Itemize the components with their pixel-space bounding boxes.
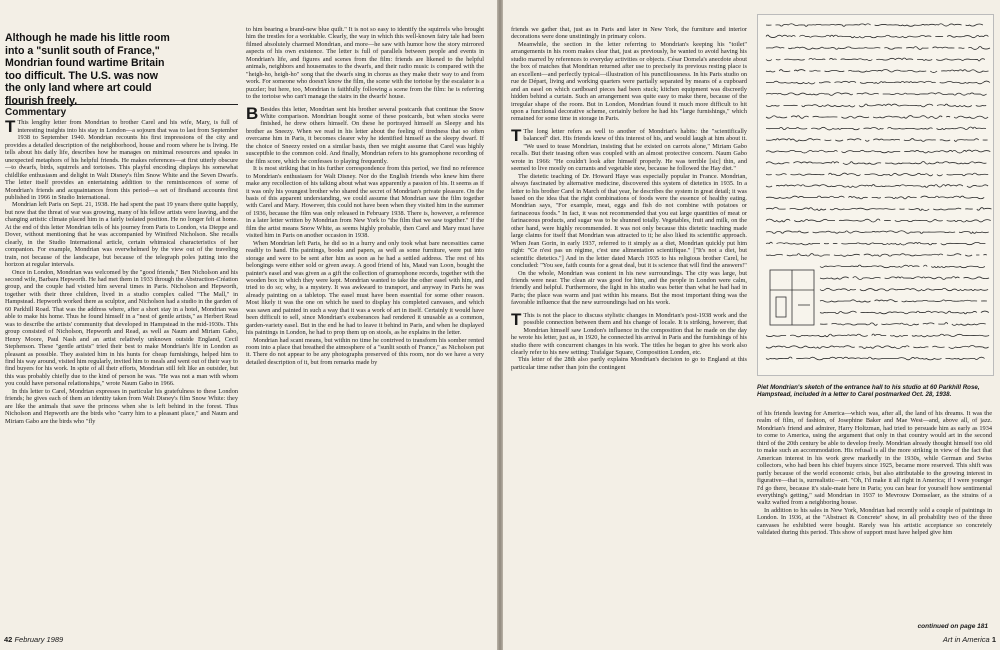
handwriting-line <box>766 242 985 245</box>
handwriting-line <box>766 58 985 61</box>
pull-quote: Although he made his little room into a "sunlit south of France," Mondrian found wartime Britain too difficult. The U.S. was now the only land where art could flourish freely. <box>5 32 170 107</box>
commentary-heading: Commentary <box>5 104 238 116</box>
handwriting-line <box>766 127 986 130</box>
handwriting-line <box>766 24 987 27</box>
handwriting-line <box>766 196 984 199</box>
paragraph: to him bearing a brand-new blue quilt." It is not so easy to identify the squirrels who brought him the trestles for a worktable. Clearly, the way in which this well-known fairy tale had been filmed absolutely charmed Mondrian, and more—he saw with humor how the story mirrored aspects of his own existence. The letter is full of parallels between people and events in Mondrian's life, and figures and scenes from the film: friends are likened to the helpful animals, neighbors and housemates to the dwarfs, and their radio music is compared with the "heigh-ho, heigh-ho" song that the dwarfs sing in chorus as they make their way to and from work. For someone who doesn't know the film, the scene with the tortoise by the escalator is a puzzler; but here, too, Mondrian is faithfully following a scene from the film: he is referring to the tortoise who can't manage the stairs in the dwarfs' house. <box>246 26 484 101</box>
paragraph-text: This is not the place to discuss stylistic changes in Mondrian's post-1938 work and the possible connection between them and his change of locale. It is striking, however, that Mondrian himself saw London's influence in the composition that he made on the day he wrote his letter, just as, in 1920, he connected his arrival in Paris and the furnishings of his studio there with concurrent changes in his work. The titles he began to give his work also clearly refer to his new setting: Trafalgar Square, Composition Londen, etc. <box>511 311 747 357</box>
image-caption: Piet Mondrian's sketch of the entrance hall to his studio at 60 Parkhill Rose, Hampstead, included in a letter to Carel postmarked Oct. 28, 1938. <box>757 384 980 399</box>
page-number: 1 <box>991 635 996 644</box>
handwriting-line <box>766 208 992 211</box>
handwriting-line <box>766 357 985 360</box>
right-column-2 <box>757 410 992 568</box>
handwriting-line <box>766 93 991 96</box>
handwriting-line <box>766 47 990 50</box>
handwriting-line <box>820 288 992 291</box>
paragraph: Once in London, Mondrian was welcomed by the "good friends," Ben Nicholson and his second wife, Barbara Hepworth. He had met them in 1933 through the Abstraction-Création group, and the couple had visited him several times in Paris. Nicholson and Hepworth, together with their three children, lived in a studio complex called "The Mall," in Hampstead. Hepworth worked there as sculptor, and Nicholson had a studio in the garden of 60 Parkhill Road. That was the address where, after a short stay in a hotel, Mondrian was able to make his home. Thus he found himself in a "nest of gentle artists," as Herbert Read was to describe the artists' community that developed in Hampstead in the mid-1930s. This group consisted of Nicholson, Hepworth and Read, as well as Naum and Miriam Gabo, Henry Moore, Paul Nash and an artist relatively unknown outside England, Cecil Stephenson. These "gentle artists" tried their best to make Mondrian's life in London as pleasant as possible. They assisted him in his hunts for cheap furnishings, helped him to find his way around, visited him regularly, invited him to meals and went out of their way to find buyers for his work. In spite of all their efforts, Mondrian still felt like an outsider, but this was probably chiefly due to the kind of person he was. "He was not a man with whom you could have personal relationships," wrote Naum Gabo in 1966. <box>5 268 238 388</box>
drop-cap: T <box>511 125 522 145</box>
handwriting-line <box>820 265 985 268</box>
left-column-2 <box>246 26 484 624</box>
continued-note: continued on page 181 <box>917 623 988 630</box>
handwriting-line <box>820 277 989 280</box>
paragraph: This letter of the 28th also partly explains Mondrian's decision to go to England at this particular time rather than join the contingent <box>511 356 747 371</box>
paragraph: In this letter to Carel, Mondrian expresses in particular his gratefulness to these London friends; he gives each of them an identity taken from Walt Disney's film Snow White: they are like the animals that save the princess when she is left behind in the forest. Thus Nicholson and Hepworth are the birds who "carry him to a pleasant place," and Naum and Miriam Gabo are the birds who "fly <box>5 387 238 425</box>
handwriting-line <box>766 185 988 188</box>
paragraph <box>511 125 747 173</box>
handwriting-line <box>820 323 986 326</box>
handwriting-line <box>766 139 988 142</box>
drop-cap: B <box>246 103 259 123</box>
handwritten-letter-image <box>757 14 994 376</box>
handwriting-line <box>766 231 989 234</box>
handwriting-line <box>766 346 989 349</box>
drop-cap: T <box>511 309 522 329</box>
right-page <box>503 0 1000 650</box>
handwriting-line <box>766 162 990 165</box>
handwriting-line <box>766 173 988 176</box>
left-page <box>0 0 497 650</box>
paragraph: Meanwhile, the section in the letter referring to Mondrian's keeping his "toilet" arrangements in his room makes clear that, just as previously, he wanted to avoid having his studio marred by references to everyday activities or objects. César Domela's anecdote about the box of matches that Mondrian returned after use to precisely its previous resting place is an excellent—and perfectly typical—illustration of his punctiliousness. In his Paris studio on rue de Départ, living and working quarters were partially separated by means of a cupboard and an easel on which cardboard pieces had been stuck; kitchen equipment was discreetly hidden behind a curtain. Such an arrangement was quite easy to make there, because of the irregular shape of the room. But in London, Mondrian found it much more difficult to hit upon a functional decorative scheme, certainly before he had his "large furnishings," which remained for some time in storage in Paris. <box>511 40 747 123</box>
issue-date: February 1989 <box>14 635 64 644</box>
right-column-1 <box>511 26 747 624</box>
left-footer <box>4 635 63 644</box>
handwriting-line <box>820 300 991 303</box>
paragraph: It is most striking that in his further correspondence from this period, we find no reference to Mondrian's enthusiasm for Walt Disney. Nor do the English friends who knew him there make any recollection of his talking about what was apparently a passion of his. It seems as if it was only his youngest brother who shared the secret of Mondrian's private pleasure. On the basis of this apparent understanding, we could assume that Mondrian saw the film together with Carel and Mary. However, this could not have been when they visited him in the summer of 1936, because the film was only released in February 1938. There is, however, a reference in a later letter written by Mondrian from New York to "the film that we saw together." If the film the artist means Snow White, as seems highly probable, then Carel and Mary must have visited him in Paris on another occasion in 1938. <box>246 165 484 240</box>
handwriting-line <box>766 70 989 73</box>
paragraph: The dietetic teaching of Dr. Howard Haye was especially popular in France. Mondrian, always fascinated by alternative medicine, discovered this system of dietetics in 1935. In a letter to his brother Carel in March of that year, he describes the system in great detail; it was based on the idea that the right combinations of foods were the essence of healthy eating. Mondrian says, "For example, meat, eggs and fish do not combine with potatoes or farinaceous foods." In fact, it was not recommended that you eat large quantities of meat or farinaceous products, and sugar was to be shunned totally. Vegetables, fruit and milk, on the other hand, were highly recommended. It was not only because this dietetic teaching made large claims for itself that Mondrian was attracted to it; he also liked its scientific approach. When Jean Gorin, in early 1937, referred to it simply as a diet, Mondrian quickly put him right: "Ce n'est pas un régime, c'est une alimentation scientifique." ["It's not a diet, but scientific dietetics."] And in the letter dated March 1935 to his religious brother Carel, he concluded: "You see, faith counts for a great deal, but it is science that will find the answers!" <box>511 172 747 270</box>
handwriting-line <box>766 219 991 222</box>
paragraph-text: Besides this letter, Mondrian sent his brother several postcards that continue the Snow White comparison. Mondrian bought some of these postcards, but when stocks were finished, he drew others himself. On these he portrayed himself as Sleepy and his brother as Sneezy. When we read in his letter about the feeling of tiredness that so often overcame him in Paris, it becomes clearer why he identified himself as the sleepy dwarf. If the choice of Sneezy rested on a similar basis, then we might assume that Carel was highly susceptible to the common cold. And finally, Mondrian refers to his gramophone recording of the film score, which he confesses to playing frequently. <box>246 105 484 165</box>
handwriting-line <box>766 81 990 84</box>
paragraph <box>5 119 238 201</box>
handwriting-line <box>820 311 989 314</box>
paragraph: In addition to his sales in New York, Mondrian had recently sold a couple of paintings in London. In 1936, at the "Abstract & Concrete" show, in all probability two of the three canvases he exhibited were bought. Rarely was his artistic acceptance so concretely validated during this period. This show of support must have helped give him <box>757 506 992 537</box>
paragraph: When Mondrian left Paris, he did so in a hurry and only took what bare necessities came readily to hand. His paintings, books and papers, as well as some furniture, were put into storage and were to be sent after him as soon as he had a settled address. The rest of his belongings were either sold or given away. A good friend of his, Maud van Loon, bought the painter's easel and was given as a gift the collection of gramophone records, together with the wooden box in which they were kept. Mondrian wanted to take the other easel with him, and tried to do so; why, is a mystery. It was awkward to transport, and anyway in Paris he was already painting on a tabletop. The easel must have been essential for some other reason. Most likely it was the one on which he used to display his completed canvases, and which was sawn and painted in such a way that it was a work of art in itself. Certainly it would have been difficult to sell, since Mondrian's exuberances had rendered it unusable as a common, garden-variety easel. But in the end he had to leave it behind in Paris, and when he displayed his paintings in London, he had to prop them up on stools, as he explains in the letter. <box>246 239 484 337</box>
letter-scan <box>758 15 993 375</box>
handwriting-line <box>766 254 987 257</box>
hall-sketch <box>770 270 814 325</box>
left-column-1 <box>5 104 238 624</box>
paragraph: Mondrian had scant means, but within no time he contrived to transform his somber rented room into a place that breathed the atmosphere of a "sunlit south of France," as Nicholson put it. There do not appear to be any photographs preserved of this room, nor do we have a very detailed description of it, but from remarks made by <box>246 336 484 366</box>
page-number: 42 <box>4 635 13 644</box>
paragraph <box>511 309 747 357</box>
handwriting-line <box>766 35 992 38</box>
handwriting-line <box>766 116 988 119</box>
paragraph: friends we gather that, just as in Paris and later in New York, the furniture and interior decorations were done unstintingly in primary colors. <box>511 26 747 41</box>
paragraph: On the whole, Mondrian was content in his new surroundings. The city was large, but friends were near. The clean air was good for him, and the people in London were calm, friendly and helpful. Furthermore, the light in his studio was better than what he had had in Paris; the place was warm and just within his means. But the most important thing was the favorable influence that the new surroundings had on his work. <box>511 269 747 307</box>
paragraph: Mondrian left Paris on Sept. 21, 1938. He had spent the past 19 years there quite happily, but now that the threat of war was growing, many of his fellow artists were leaving, and the changing artistic climate placed him in a fairly isolated position. He no longer felt at home. At the end of this letter Mondrian tells of his journey from Paris to London, via Dieppe and Dover, without mentioning that he was accompanied by Winifred Nicholson. She recalls clearly, in the Studio International article, certain whimsical characteristics of her companion. For example, Mondrian was overwhelmed by the view out of the traveling train, not because of the landscape, but because of the telegraph poles jutting into the horizon at regular intervals. <box>5 201 238 269</box>
paragraph-text: The long letter refers as well to another of Mondrian's habits: the "scientifically balanced" diet. His friends knew of this interest of his, and would laugh at him about it. "We used to tease Mondrian, insisting that he existed on carrots alone," Miriam Gabo recalls. But their teasing often was coupled with an almost protective concern. Naum Gabo wrote in 1966: "He couldn't look after himself properly. He was terrible [sic] thin, and seemed to live mostly on currants and vegetable stew, because he followed the Hay diet." <box>511 127 747 173</box>
magazine-name: Art in America <box>942 635 990 644</box>
drop-cap: T <box>5 117 16 137</box>
paragraph: of his friends leaving for America—which was, after all, the land of his dreams. It was the realm of film, of fashion, of Josephine Baker and Mae West—and, above all, of jazz. Mondrian's friend and admirer, Harry Holtzman, had tried to persuade him as early as 1934 to come to America, using the argument that only in that country would art in the second third of the 20th century be able to develop freely. Mondrian already thought himself too old to make such an accommodation. His refusal is all the more striking in view of the fact that American interest in his work grew markedly in the 1930s, while German and Swiss collectors, who had been his chief buyers since 1925, became more reserved. This shift was partly because of the world economic crisis, but also attributable to the growing interest in figurative—that is, surrealistic—art. "Oh, I'd make it all right in America; if I were younger I'd go there, because it's stale-mate here in Paris; you can hear for yourself how sentimental everything's getting," said Mondrian in 1937 to Mevrouw Domselaer, as the strains of a waltz wafted from a neighboring house. <box>757 410 992 507</box>
handwriting-line <box>766 150 990 153</box>
right-footer <box>943 635 996 644</box>
paragraph <box>246 103 484 166</box>
handwriting-line <box>766 104 986 107</box>
handwriting-line <box>766 334 989 337</box>
paragraph-text: This lengthy letter from Mondrian to brother Carel and his wife, Mary, is full of interesting insights into his stay in London—a sojourn that was to last from September 1938 to September 1940. Mondrian recounts his first impressions of the city and provides a detailed description of the neighborhood, house and room where he is living. He tells about his daily life, describes how he manages on minimal resources and speaks in unexpected metaphors of his helpful friends. He makes references—at first utterly obscure—to dwarfs, birds, squirrels and tortoises. This playful encoding displays his somewhat childlike enthusiasm and delight in Walt Disney's film Snow White and the Seven Dwarfs. The letter itself provides an entertaining addition to the reminiscences of some of Mondrian's friends and acquaintances from this period—a set of firsthand accounts first published in 1966 in Studio International. <box>5 119 238 201</box>
